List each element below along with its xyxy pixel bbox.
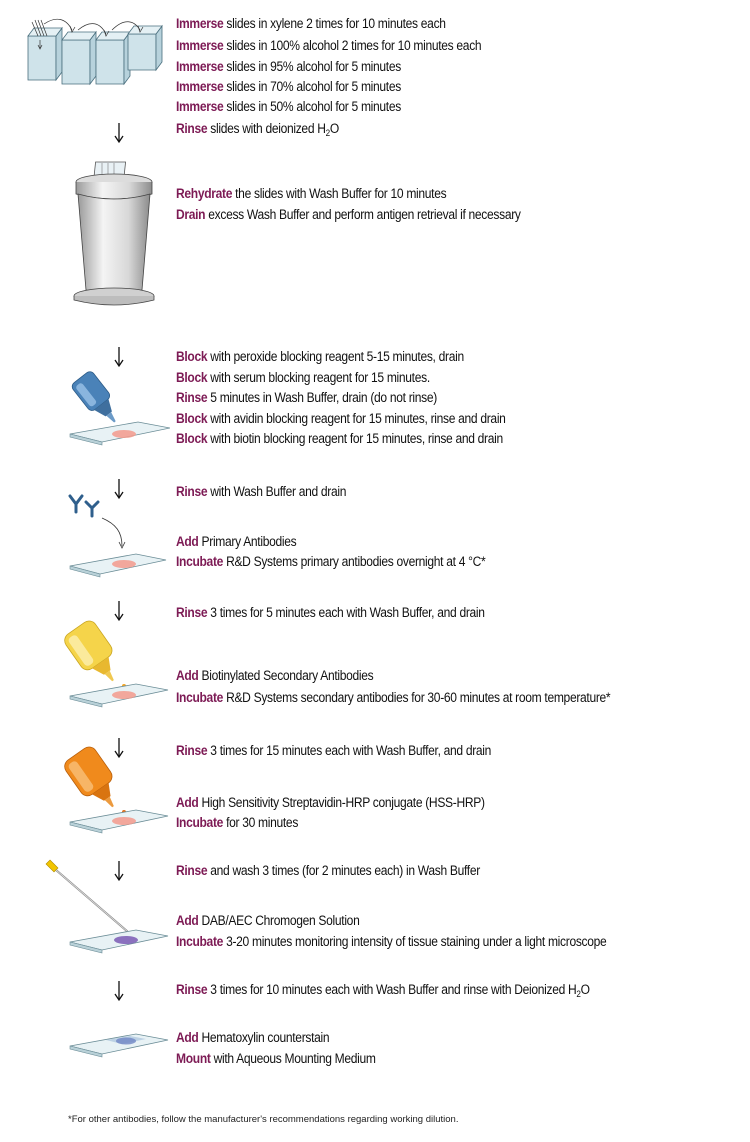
step-text: with Aqueous Mounting Medium — [210, 1051, 376, 1066]
step-verb: Block — [176, 411, 208, 426]
down-arrow-icon — [113, 600, 125, 622]
step-line — [176, 120, 339, 137]
step-verb: Immerse — [176, 79, 224, 94]
step-verb: Incubate — [176, 690, 224, 705]
step-verb: Incubate — [176, 815, 224, 830]
step-line — [176, 1029, 329, 1046]
step-line — [176, 533, 296, 550]
step-verb: Immerse — [176, 99, 224, 114]
step-verb: Add — [176, 795, 199, 810]
step-line — [176, 742, 491, 759]
step-verb: Block — [176, 431, 208, 446]
step-line — [176, 912, 359, 929]
down-arrow-icon — [113, 980, 125, 1002]
step-text: 3 times for 5 minutes each with Wash Buffer, and drain — [207, 605, 485, 620]
step-line — [176, 185, 446, 202]
blue-dropper-slide-illustration — [66, 366, 170, 448]
step-line — [176, 369, 430, 386]
step-text: R&D Systems primary antibodies overnight at 4 °C* — [223, 554, 486, 569]
step-text: slides in 95% alcohol for 5 minutes — [223, 59, 401, 74]
step-verb: Immerse — [176, 59, 224, 74]
step-text: Primary Antibodies — [198, 534, 297, 549]
step-line — [176, 348, 464, 365]
step-line — [176, 410, 506, 427]
step-line — [176, 862, 480, 879]
step-text: slides in xylene 2 times for 10 minutes each — [223, 16, 446, 31]
step-line — [176, 794, 485, 811]
step-verb: Add — [176, 1030, 199, 1045]
step-line — [176, 483, 346, 500]
step-text-after: O — [329, 121, 339, 136]
step-text: with peroxide blocking reagent 5-15 minutes, drain — [207, 349, 464, 364]
step-text: 5 minutes in Wash Buffer, drain (do not rinse) — [207, 390, 437, 405]
wash-container-illustration — [68, 158, 160, 310]
step-text: 3 times for 15 minutes each with Wash Buffer, and drain — [207, 743, 492, 758]
step-verb: Add — [176, 913, 199, 928]
step-text: High Sensitivity Streptavidin-HRP conjugate (HSS-HRP) — [198, 795, 485, 810]
step-text: and wash 3 times (for 2 minutes each) in Wash Buffer — [207, 863, 480, 878]
step-text: slides with deionized H — [207, 121, 326, 136]
step-text: with biotin blocking reagent for 15 minutes, rinse and drain — [207, 431, 503, 446]
step-text: Biotinylated Secondary Antibodies — [198, 668, 374, 683]
step-line — [176, 667, 373, 684]
step-verb: Block — [176, 349, 208, 364]
step-line — [176, 389, 437, 406]
step-line — [176, 553, 485, 570]
footnote: *For other antibodies, follow the manufacturer's recommendations regarding working dilution. — [68, 1114, 459, 1125]
step-verb: Rehydrate — [176, 186, 233, 201]
step-verb: Immerse — [176, 38, 224, 53]
step-text-after: O — [580, 982, 590, 997]
antibody-slide-illustration — [56, 486, 168, 582]
step-line — [176, 78, 401, 95]
step-line — [176, 15, 446, 32]
step-line — [176, 58, 401, 75]
step-verb: Rinse — [176, 484, 208, 499]
step-text: for 30 minutes — [223, 815, 299, 830]
step-text: 3 times for 10 minutes each with Wash Buffer and rinse with Deionized H — [207, 982, 577, 997]
down-arrow-icon — [113, 346, 125, 368]
step-verb: Immerse — [176, 16, 224, 31]
step-text: with serum blocking reagent for 15 minutes. — [207, 370, 430, 385]
step-text: R&D Systems secondary antibodies for 30-60 minutes at room temperature* — [223, 690, 611, 705]
step-verb: Rinse — [176, 390, 208, 405]
step-line — [176, 981, 590, 998]
subscript: 2 — [576, 989, 581, 999]
step-verb: Rinse — [176, 863, 208, 878]
step-text: slides in 100% alcohol 2 times for 10 minutes each — [223, 38, 482, 53]
down-arrow-icon — [113, 122, 125, 144]
step-line — [176, 1050, 376, 1067]
orange-dropper-slide-illustration — [60, 746, 170, 836]
step-text: the slides with Wash Buffer for 10 minutes — [232, 186, 447, 201]
step-text: 3-20 minutes monitoring intensity of tissue staining under a light microscope — [223, 934, 607, 949]
step-verb: Drain — [176, 207, 206, 222]
step-line — [176, 206, 521, 223]
jar — [28, 28, 62, 80]
step-text: slides in 50% alcohol for 5 minutes — [223, 99, 401, 114]
step-verb: Add — [176, 668, 199, 683]
counterstain-slide-illustration — [68, 1030, 170, 1070]
step-verb: Incubate — [176, 934, 224, 949]
step-verb: Block — [176, 370, 208, 385]
yellow-dropper-slide-illustration — [60, 620, 170, 710]
step-verb: Rinse — [176, 743, 208, 758]
step-verb: Rinse — [176, 605, 208, 620]
step-line — [176, 37, 481, 54]
step-text: DAB/AEC Chromogen Solution — [198, 913, 360, 928]
step-line — [176, 814, 298, 831]
step-verb: Rinse — [176, 121, 208, 136]
step-line — [176, 689, 610, 706]
step-verb: Incubate — [176, 554, 224, 569]
pipette-slide-illustration — [42, 856, 170, 954]
step-text: excess Wash Buffer and perform antigen retrieval if necessary — [205, 207, 521, 222]
step-text: Hematoxylin counterstain — [198, 1030, 330, 1045]
step-text: slides in 70% alcohol for 5 minutes — [223, 79, 401, 94]
step-line — [176, 933, 606, 950]
staining-jars-illustration — [26, 14, 166, 90]
step-line — [176, 98, 401, 115]
subscript: 2 — [325, 128, 330, 138]
step-line — [176, 604, 485, 621]
step-line — [176, 430, 503, 447]
step-text: with avidin blocking reagent for 15 minutes, rinse and drain — [207, 411, 506, 426]
step-verb: Mount — [176, 1051, 211, 1066]
step-verb: Add — [176, 534, 199, 549]
step-verb: Rinse — [176, 982, 208, 997]
step-text: with Wash Buffer and drain — [207, 484, 347, 499]
